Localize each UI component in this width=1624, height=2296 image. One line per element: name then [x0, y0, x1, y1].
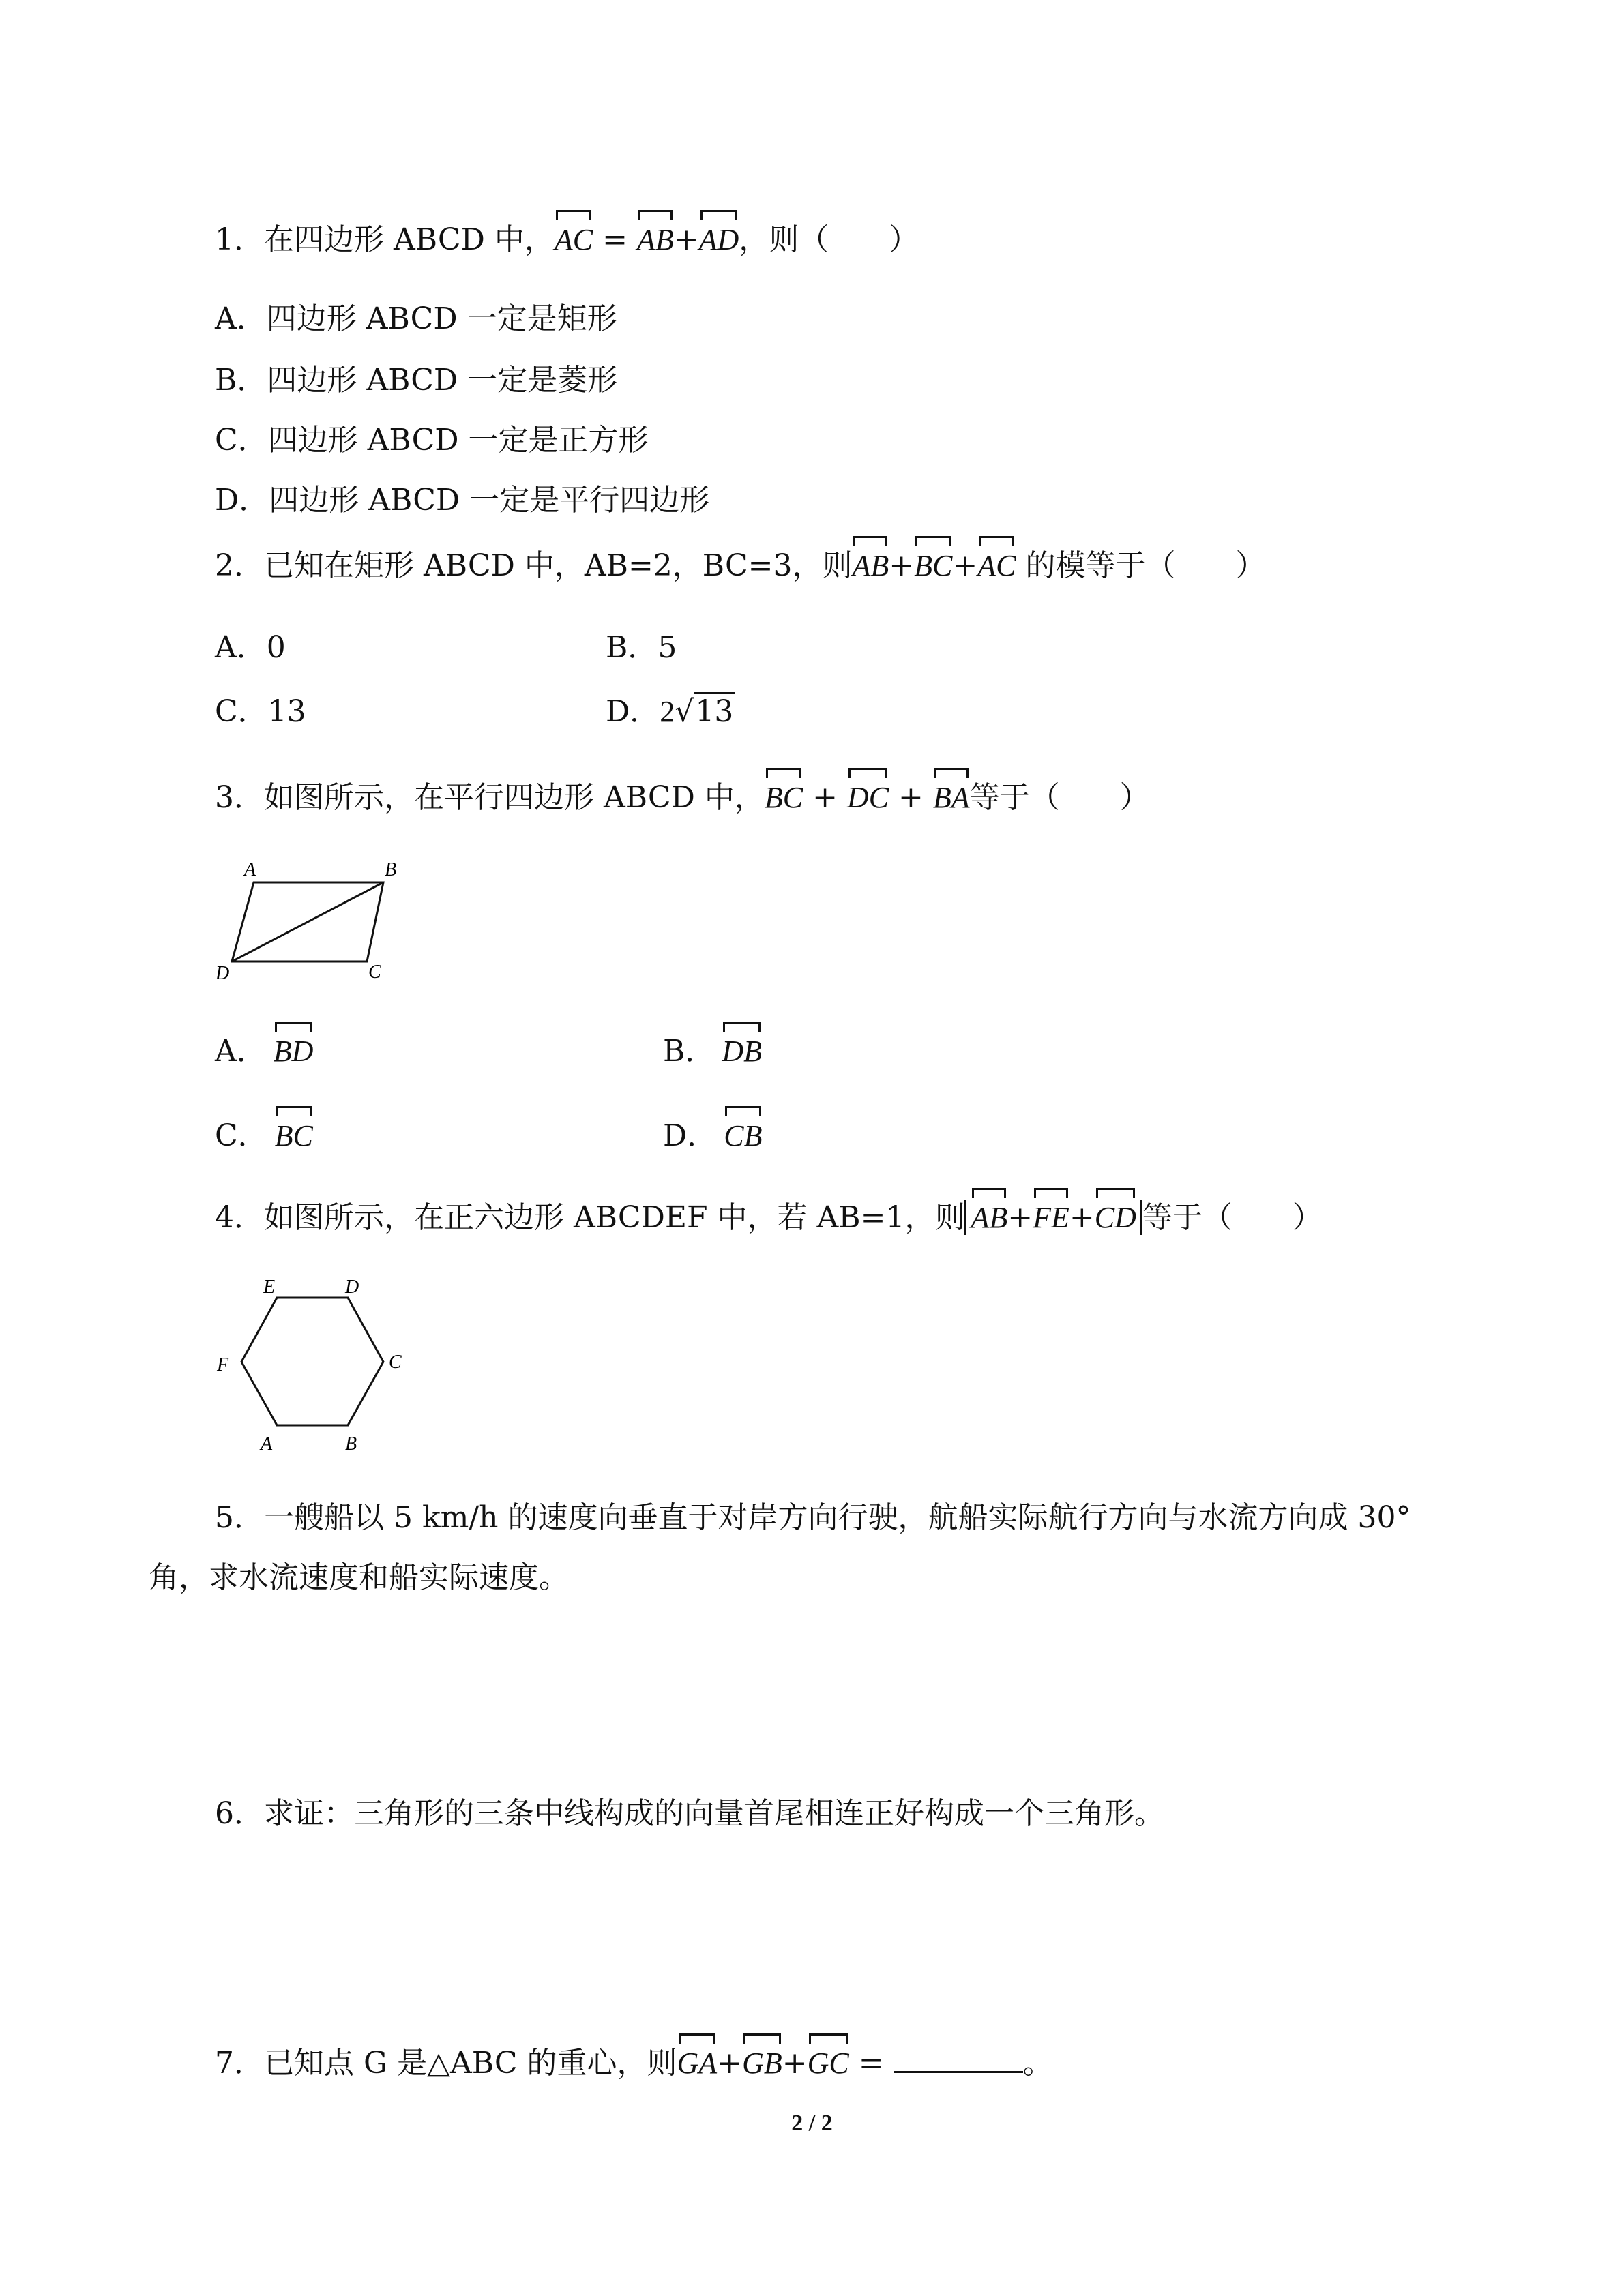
- vector-gb: GB: [742, 2043, 782, 2084]
- option-label: D．: [606, 694, 660, 729]
- q7-stem: 7．已知点 G 是△ABC 的重心，则: [215, 2046, 677, 2081]
- q1-option-b: B．四边形 ABCD 一定是菱形: [215, 363, 618, 398]
- vector-cb: CB: [724, 1116, 762, 1157]
- vertex-label-a: A: [244, 859, 256, 880]
- coefficient: 2: [660, 695, 675, 728]
- hexagon-shape: [241, 1298, 383, 1425]
- vector-bc: BC: [275, 1116, 313, 1157]
- option-label: A．: [215, 1034, 267, 1069]
- vertex-label-b: B: [345, 1433, 357, 1455]
- q5-line-2: 角，求水流速度和船实际速度。: [149, 1560, 569, 1595]
- q2-option-d: [606, 691, 735, 732]
- vector-ac: AC: [555, 220, 593, 260]
- parallelogram-figure: [205, 852, 437, 989]
- diagonal-db: [232, 882, 383, 961]
- sqrt-sign: √: [675, 694, 694, 729]
- magnitude-bars: [964, 1200, 1142, 1235]
- q3-tail: 等于（ ）: [969, 780, 1150, 815]
- plus-sign: +: [1069, 1200, 1095, 1235]
- option-label: C．: [215, 1118, 268, 1153]
- vector-ga: GA: [677, 2043, 718, 2084]
- equals-sign: =: [848, 2046, 894, 2081]
- vector-db: DB: [722, 1031, 762, 1072]
- q2-option-c: C．13: [215, 694, 306, 729]
- answer-blank[interactable]: [894, 2044, 1023, 2073]
- q2-tail: 的模等于（ ）: [1016, 548, 1266, 583]
- q3-option-c: [215, 1116, 313, 1157]
- q7-line: [215, 2043, 1053, 2084]
- q2-stem: 2．已知在矩形 ABCD 中，AB=2，BC=3，则: [215, 548, 853, 583]
- vector-ac: AC: [977, 546, 1016, 586]
- plus-sign: +: [952, 548, 978, 583]
- vector-ab: AB: [852, 546, 889, 586]
- vertex-label-c: C: [368, 961, 381, 983]
- hexagon-figure: [205, 1275, 423, 1459]
- plus-sign: +: [889, 548, 915, 583]
- q3-stem: 3．如图所示，在平行四边形 ABCD 中，: [215, 780, 765, 815]
- q6-text: 6．求证：三角形的三条中线构成的向量首尾相连正好构成一个三角形。: [215, 1796, 1164, 1831]
- option-label: D．: [663, 1118, 718, 1153]
- vertex-label-d: D: [345, 1277, 359, 1298]
- plus-sign: +: [803, 780, 847, 815]
- q3-option-b: [663, 1031, 762, 1072]
- q5-line-1: 5．一艘船以 5 km/h 的速度向垂直于对岸方向行驶，航船实际航行方向与水流方向成 30°: [215, 1500, 1411, 1535]
- page-number: 2 / 2: [791, 2111, 833, 2136]
- vector-ba: BA: [933, 777, 970, 818]
- vector-bc: BC: [914, 546, 952, 586]
- vertex-label-d: D: [216, 963, 230, 984]
- plus-sign: +: [673, 222, 699, 257]
- radicand: 13: [694, 692, 735, 729]
- plus-sign: +: [782, 2046, 808, 2081]
- q4-stem: 4．如图所示，在正六边形 ABCDEF 中，若 AB=1，则: [215, 1200, 965, 1235]
- vector-bc: BC: [765, 777, 803, 818]
- vector-ab: AB: [971, 1197, 1007, 1238]
- vector-cd: CD: [1095, 1197, 1136, 1238]
- vector-fe: FE: [1033, 1197, 1069, 1238]
- q3-option-a: [215, 1031, 313, 1072]
- q1-stem-line: [215, 220, 919, 260]
- vector-ab: AB: [637, 220, 674, 260]
- vector-ad: AD: [699, 220, 739, 260]
- q1-option-d: D．四边形 ABCD 一定是平行四边形: [215, 483, 710, 518]
- plus-sign: +: [889, 780, 933, 815]
- vector-dc: DC: [847, 777, 889, 818]
- option-label: B．: [663, 1034, 715, 1069]
- q4-tail: 等于（ ）: [1142, 1200, 1323, 1235]
- q3-option-d: [663, 1116, 763, 1157]
- q1-option-c: C．四边形 ABCD 一定是正方形: [215, 423, 649, 458]
- q2-stem-line: [215, 546, 1265, 586]
- plus-sign: +: [717, 2046, 743, 2081]
- q1-tail: ，则（ ）: [739, 222, 919, 257]
- q2-option-b: B．5: [606, 630, 677, 665]
- plus-sign: +: [1007, 1200, 1033, 1235]
- q2-option-a: A．0: [215, 630, 286, 665]
- equals-sign: =: [593, 222, 637, 257]
- vector-bd: BD: [274, 1031, 314, 1072]
- vertex-label-e: E: [263, 1277, 276, 1298]
- vector-gc: GC: [808, 2043, 849, 2084]
- vertex-label-a: A: [261, 1433, 273, 1455]
- vertex-label-c: C: [389, 1352, 402, 1373]
- q1-option-a: A．四边形 ABCD 一定是矩形: [215, 301, 617, 336]
- q4-stem-line: [215, 1197, 1323, 1238]
- q7-tail: 。: [1022, 2046, 1053, 2081]
- q3-stem-line: [215, 777, 1150, 818]
- vertex-label-b: B: [385, 859, 397, 880]
- q1-stem: 1．在四边形 ABCD 中，: [215, 222, 555, 257]
- vertex-label-f: F: [217, 1354, 229, 1375]
